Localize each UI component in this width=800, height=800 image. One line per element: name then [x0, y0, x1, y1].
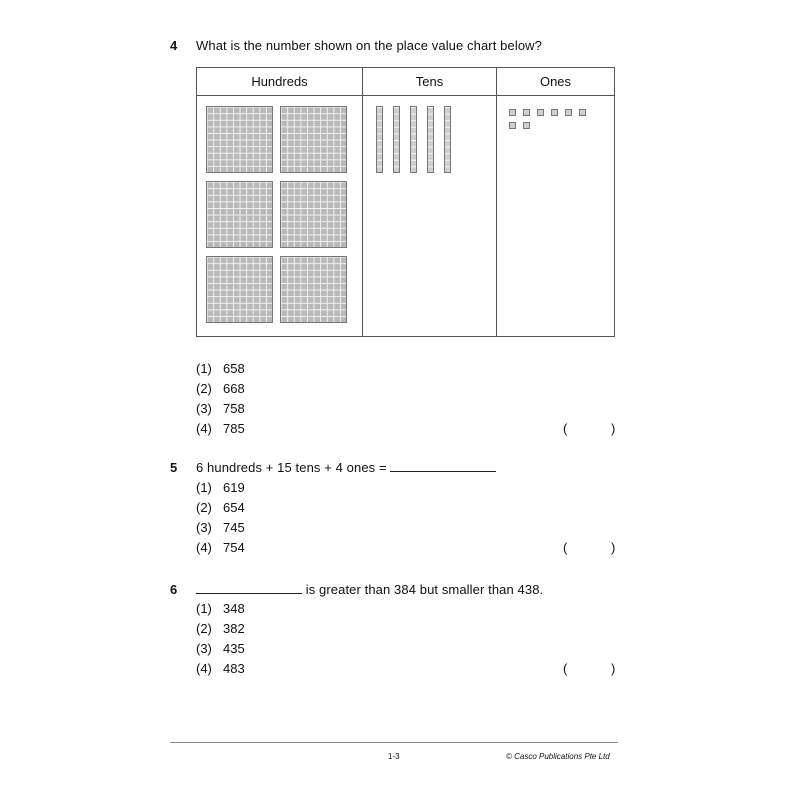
ten-rod: [410, 106, 417, 173]
one-cube: [537, 109, 544, 116]
one-cube: [551, 109, 558, 116]
option: (1) 348: [196, 601, 245, 616]
place-value-chart: [196, 67, 615, 337]
question-text: 6 hundreds + 15 tens + 4 ones =: [196, 460, 496, 475]
option: (1) 658: [196, 361, 245, 376]
hundred-block: [280, 181, 347, 248]
tens-column: [363, 68, 496, 336]
answer-bracket-close: ): [611, 661, 616, 676]
one-cube: [565, 109, 572, 116]
ten-rod: [444, 106, 451, 173]
option: (2) 654: [196, 500, 245, 515]
page-number: 1-3: [388, 752, 400, 761]
question-text: is greater than 384 but smaller than 438.: [196, 582, 543, 597]
column-header: Tens: [363, 68, 496, 96]
question-text: What is the number shown on the place value chart below?: [196, 38, 542, 53]
hundreds-column: [197, 68, 362, 336]
ten-rod: [427, 106, 434, 173]
option: (3) 435: [196, 641, 245, 656]
option: (4) 754: [196, 540, 245, 555]
answer-bracket-close: ): [611, 540, 616, 555]
ten-rod: [393, 106, 400, 173]
ten-rod: [376, 106, 383, 173]
one-cube: [523, 109, 530, 116]
column-header: Hundreds: [197, 68, 362, 96]
footer-rule: [170, 742, 618, 743]
option: (4) 483: [196, 661, 245, 676]
question-number: 5: [170, 460, 178, 475]
answer-bracket-open: (: [563, 661, 568, 676]
one-cube: [509, 109, 516, 116]
answer-blank[interactable]: [390, 460, 496, 472]
option: (3) 758: [196, 401, 245, 416]
hundred-block: [206, 256, 273, 323]
question-number: 6: [170, 582, 178, 597]
answer-bracket-close: ): [611, 421, 616, 436]
option: (2) 382: [196, 621, 245, 636]
answer-blank[interactable]: [196, 582, 302, 594]
ones-column: [497, 68, 614, 336]
one-cube: [523, 122, 530, 129]
one-cube: [579, 109, 586, 116]
hundred-block: [280, 256, 347, 323]
answer-bracket-open: (: [563, 421, 568, 436]
option: (1) 619: [196, 480, 245, 495]
hundred-block: [206, 106, 273, 173]
answer-bracket-open: (: [563, 540, 568, 555]
hundred-block: [206, 181, 273, 248]
option: (3) 745: [196, 520, 245, 535]
column-header: Ones: [497, 68, 614, 96]
one-cube: [509, 122, 516, 129]
option: (2) 668: [196, 381, 245, 396]
question-number: 4: [170, 38, 178, 53]
option: (4) 785: [196, 421, 245, 436]
hundred-block: [280, 106, 347, 173]
copyright: © Casco Publications Pte Ltd: [506, 752, 610, 761]
